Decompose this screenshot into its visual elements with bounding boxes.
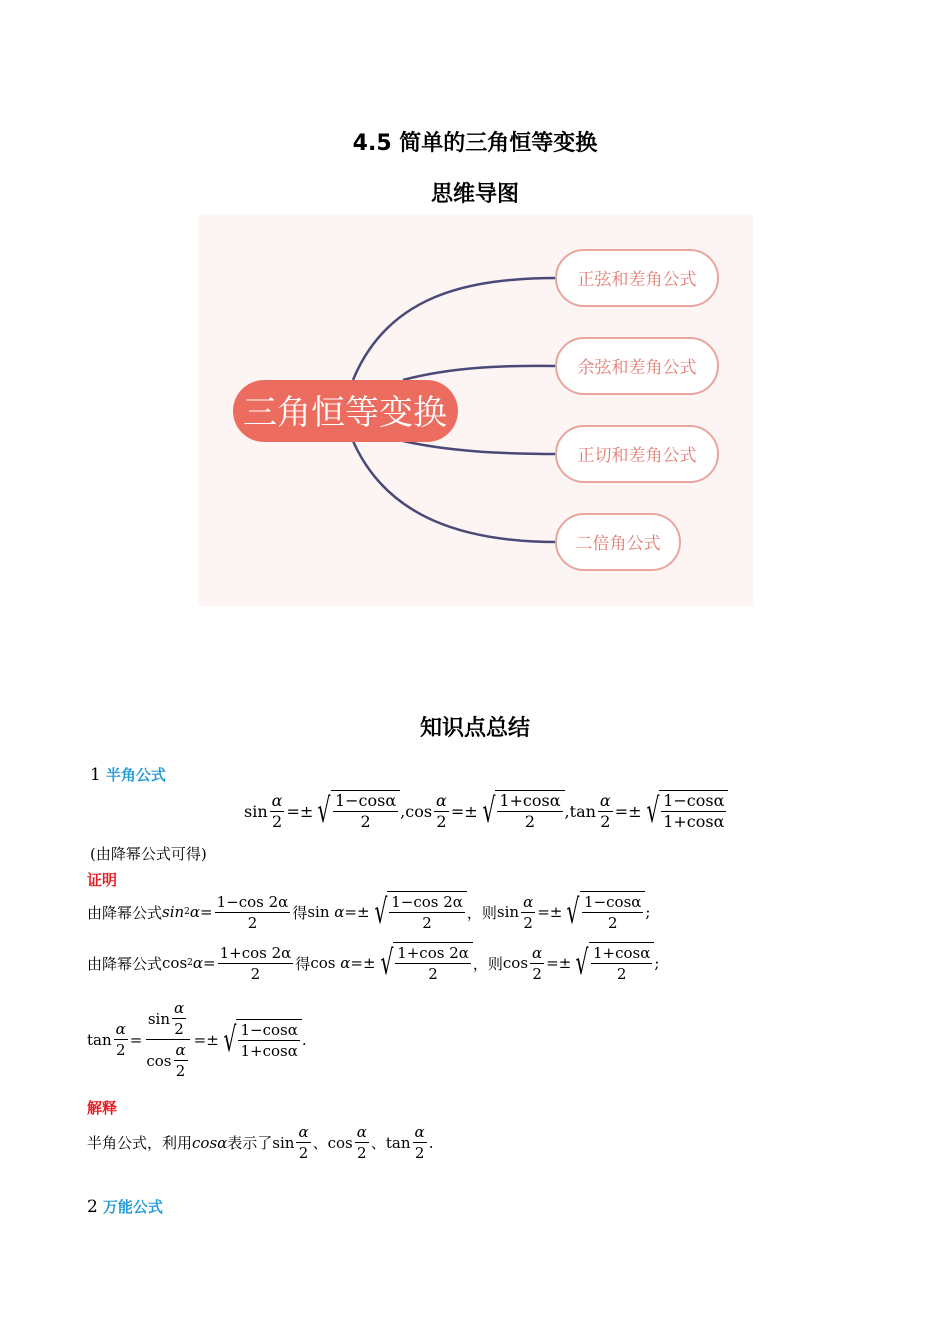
- section-2-title: 万能公式: [102, 1198, 163, 1216]
- branch-node-4-label: 二倍角公式: [575, 534, 661, 554]
- half-angle-formula: sin $\frac{\alpha}{2}$ =± √ $\frac{1-\cos\alpha}{2}$ , cos $\frac{\alpha}{2}$ =± √ $\frac{1+\cos\alpha}{2}$ , tan $\frac{\alpha}{2}$ =± √ $\frac{1-\cos\alpha}{1+\cos\alpha}$: [244, 790, 728, 832]
- explain-label: 解释: [87, 1099, 118, 1117]
- section-2-header: [87, 1196, 163, 1217]
- branch-line-2: [403, 366, 558, 380]
- mindmap-heading: 思维导图: [430, 182, 519, 207]
- center-node-label: 三角恒等变换: [243, 393, 447, 433]
- summary-heading: 知识点总结: [419, 716, 530, 741]
- proof-line-1: 由降幂公式 sin 2 α = $\frac{1-\cos 2\alpha}{2}$ 得 sin α =± √ $\frac{1-\cos 2\alpha}{2}$ ，则 sin $\frac{\alpha}{2}$ =± √ $\frac{1-\cos\alpha}{2}$ ;: [87, 892, 651, 932]
- proof-line-3: tan $\frac{\alpha}{2}$ = sin $\frac{\alpha}{2}$ cos $\frac{\alpha}{2}$ =± √ $\frac{1-\cos\alpha}{1+\cos\alpha}$ .: [87, 999, 307, 1080]
- branch-node-1-label: 正弦和差角公式: [577, 270, 697, 290]
- branch-node-2-label: 余弦和差角公式: [577, 358, 697, 378]
- derivation-note: (由降幂公式可得): [90, 845, 207, 863]
- section-1-number: 1: [90, 765, 101, 785]
- proof-line-2: 由降幂公式 cos 2 α = $\frac{1+\cos 2\alpha}{2}$ 得 cos α =± √ $\frac{1+\cos 2\alpha}{2}$ ，则 cos $\frac{\alpha}{2}$ =± √ $\frac{1+\cos\alpha}{2}$ ;: [87, 943, 660, 983]
- section-1-header: [90, 764, 166, 785]
- branch-node-3-label: 正切和差角公式: [577, 446, 697, 466]
- section-1-title: 半角公式: [105, 766, 166, 784]
- proof-label: 证明: [87, 871, 118, 889]
- section-2-number: 2: [87, 1197, 98, 1217]
- page-title: 4.5 简单的三角恒等变换: [352, 131, 598, 156]
- mindmap: [198, 215, 753, 606]
- explain-line: 半角公式，利用 cosα 表示了 sin $\frac{\alpha}{2}$ 、 cos $\frac{\alpha}{2}$ 、 tan $\frac{\alpha}{2}$ .: [87, 1123, 434, 1162]
- branch-line-3: [403, 441, 558, 454]
- branch-line-4: [353, 441, 558, 542]
- mindmap-diagram: [198, 215, 753, 606]
